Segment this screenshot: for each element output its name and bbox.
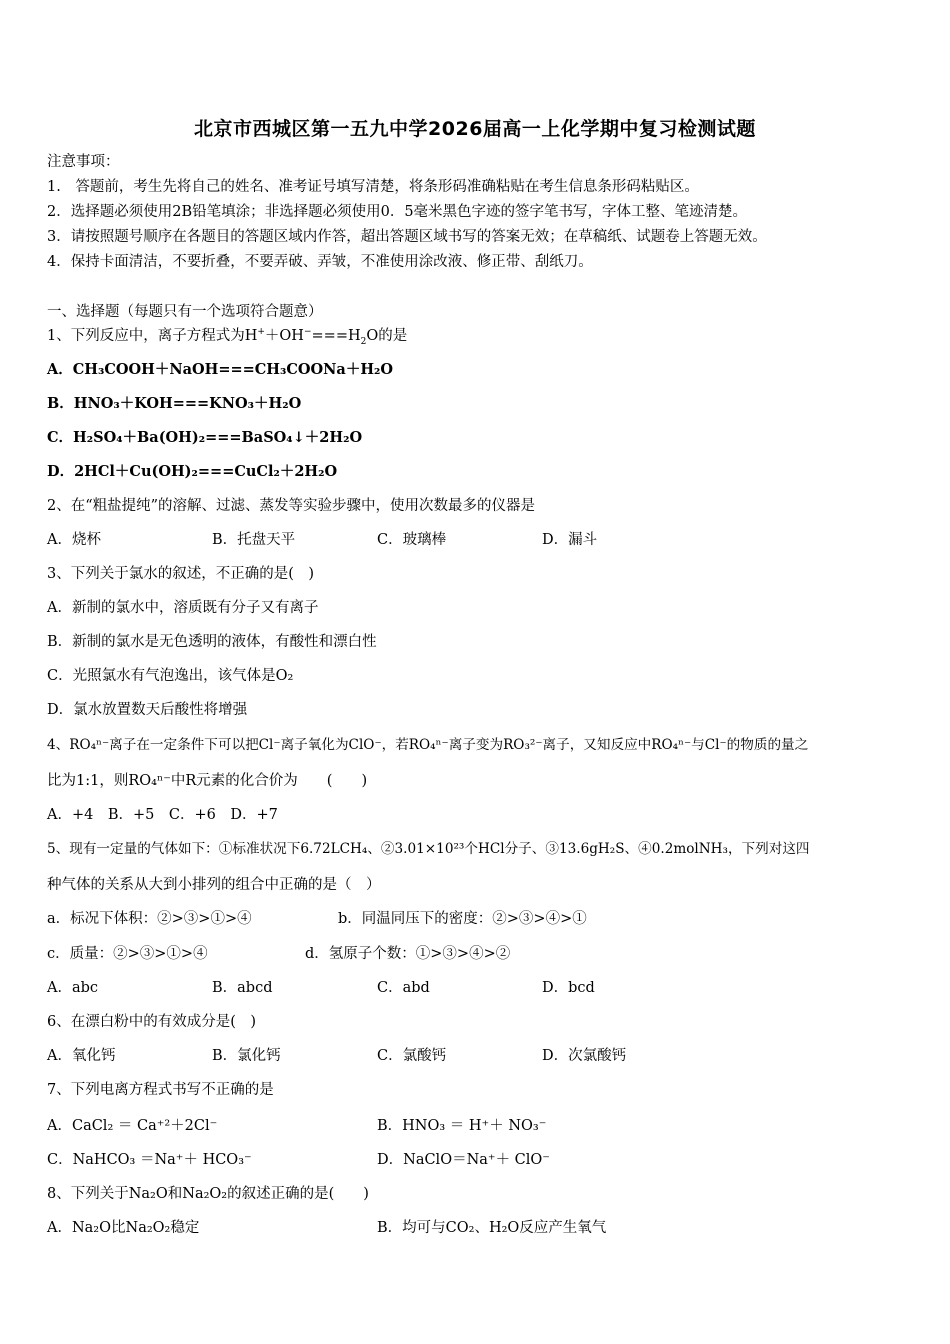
q5-stem-line1: 5、现有一定量的气体如下：①标准状况下6.72LCH₄、②3.01×10²³个HCl分子、③13.6gH₂S、④0.2molNH₃，下列对这四: [47, 841, 810, 857]
q7-option-d: D．NaClO＝Na⁺＋ ClO⁻: [377, 1152, 550, 1168]
q6-option-b: B．氯化钙: [212, 1048, 281, 1064]
q8-stem: 8、下列关于Na₂O和Na₂O₂的叙述正确的是( ): [47, 1186, 369, 1202]
q3-option-b: B．新制的氯水是无色透明的液体，有酸性和漂白性: [47, 634, 377, 650]
q7-option-a: A．CaCl₂ ＝ Ca⁺²＋2Cl⁻: [47, 1118, 218, 1134]
q1-stem: [47, 326, 407, 346]
q2-option-a: A．烧杯: [47, 532, 101, 548]
q3-option-c: C．光照氯水有气泡逸出，该气体是O₂: [47, 668, 294, 684]
q6-option-a: A．氧化钙: [47, 1048, 116, 1064]
q1-option-b: B．HNO₃＋KOH===KNO₃＋H₂O: [47, 395, 302, 412]
q1-option-d: D．2HCl＋Cu(OH)₂===CuCl₂＋2H₂O: [47, 463, 338, 480]
q3-stem: 3、下列关于氯水的叙述，不正确的是( ): [47, 566, 315, 582]
exam-title: 北京市西城区第一五九中学2026届高一上化学期中复习检测试题: [194, 118, 756, 140]
q2-option-c: C．玻璃棒: [377, 532, 447, 548]
q1-option-c: C．H₂SO₄＋Ba(OH)₂===BaSO₄↓＋2H₂O: [47, 429, 363, 446]
notice-item-2: 2．选择题必须使用2B铅笔填涂；非选择题必须使用0．5毫米黑色字迹的签字笔书写，字体工整、笔迹清楚。: [47, 204, 748, 220]
q1-stem-part: ===H: [311, 328, 361, 344]
q5-stem-line2: 种气体的关系从大到小排列的组合中正确的是（ ）: [47, 877, 381, 893]
q4-options: A．+4 B．+5 C．+6 D．+7: [47, 807, 278, 823]
notice-item-1: 1. 答题前，考生先将自己的姓名、准考证号填写清楚，将条形码准确粘贴在考生信息条形码粘贴区。: [47, 179, 699, 195]
q7-option-c: C．NaHCO₃ ＝Na⁺＋ HCO₃⁻: [47, 1152, 252, 1168]
q5-statement-d: d．氢原子个数：①>③>④>②: [305, 946, 511, 962]
q1-stem-part: O的是: [366, 328, 408, 344]
q3-option-a: A．新制的氯水中，溶质既有分子又有离子: [47, 600, 319, 616]
q1-stem-part: ＋OH: [264, 328, 304, 344]
notice-heading: 注意事项：: [47, 154, 120, 170]
notice-item-3: 3．请按照题号顺序在各题目的答题区域内作答，超出答题区域书写的答案无效；在草稿纸、试题卷上答题无效。: [47, 229, 767, 245]
q1-stem-sub: 2: [360, 336, 367, 347]
q2-option-b: B．托盘天平: [212, 532, 296, 548]
q8-option-b: B．均可与CO₂、H₂O反应产生氧气: [377, 1220, 607, 1236]
q5-option-b: B．abcd: [212, 980, 273, 996]
q4-stem-line2: 比为1:1，则RO₄ⁿ⁻中R元素的化合价为 ( ): [47, 773, 368, 789]
q6-stem: 6、在漂白粉中的有效成分是( ): [47, 1014, 257, 1030]
q6-option-d: D．次氯酸钙: [542, 1048, 627, 1064]
q8-option-a: A．Na₂O比Na₂O₂稳定: [47, 1220, 200, 1236]
q5-option-d: D．bcd: [542, 980, 595, 996]
q2-option-d: D．漏斗: [542, 532, 598, 548]
notice-item-4: 4．保持卡面清洁，不要折叠，不要弄破、弄皱，不准使用涂改液、修正带、刮纸刀。: [47, 254, 593, 270]
q4-stem-line1: 4、RO₄ⁿ⁻离子在一定条件下可以把Cl⁻离子氧化为ClO⁻，若RO₄ⁿ⁻离子变为RO₃²⁻离子，又知反应中RO₄ⁿ⁻与Cl⁻的物质的量之: [47, 737, 809, 753]
q5-option-a: A．abc: [47, 980, 99, 996]
q5-statement-b: b．同温同压下的密度：②>③>④>①: [338, 911, 587, 927]
q6-option-c: C．氯酸钙: [377, 1048, 447, 1064]
q5-option-c: C．abd: [377, 980, 430, 996]
q1-stem-sup: −: [303, 327, 312, 338]
section-heading: 一、选择题（每题只有一个选项符合题意）: [47, 304, 323, 320]
q1-stem-part: 1、下列反应中，离子方程式为H: [47, 328, 258, 344]
q7-option-b: B．HNO₃ ＝ H⁺＋ NO₃⁻: [377, 1118, 547, 1134]
q5-statement-c: c．质量：②>③>①>④: [47, 946, 208, 962]
q3-option-d: D．氯水放置数天后酸性将增强: [47, 702, 248, 718]
q2-stem: 2、在“粗盐提纯”的溶解、过滤、蒸发等实验步骤中，使用次数最多的仪器是: [47, 498, 536, 514]
q1-stem-sup: +: [257, 327, 265, 338]
q5-statement-a: a．标况下体积：②>③>①>④: [47, 911, 252, 927]
q7-stem: 7、下列电离方程式书写不正确的是: [47, 1082, 274, 1098]
q1-option-a: A．CH₃COOH＋NaOH===CH₃COONa＋H₂O: [47, 361, 393, 378]
